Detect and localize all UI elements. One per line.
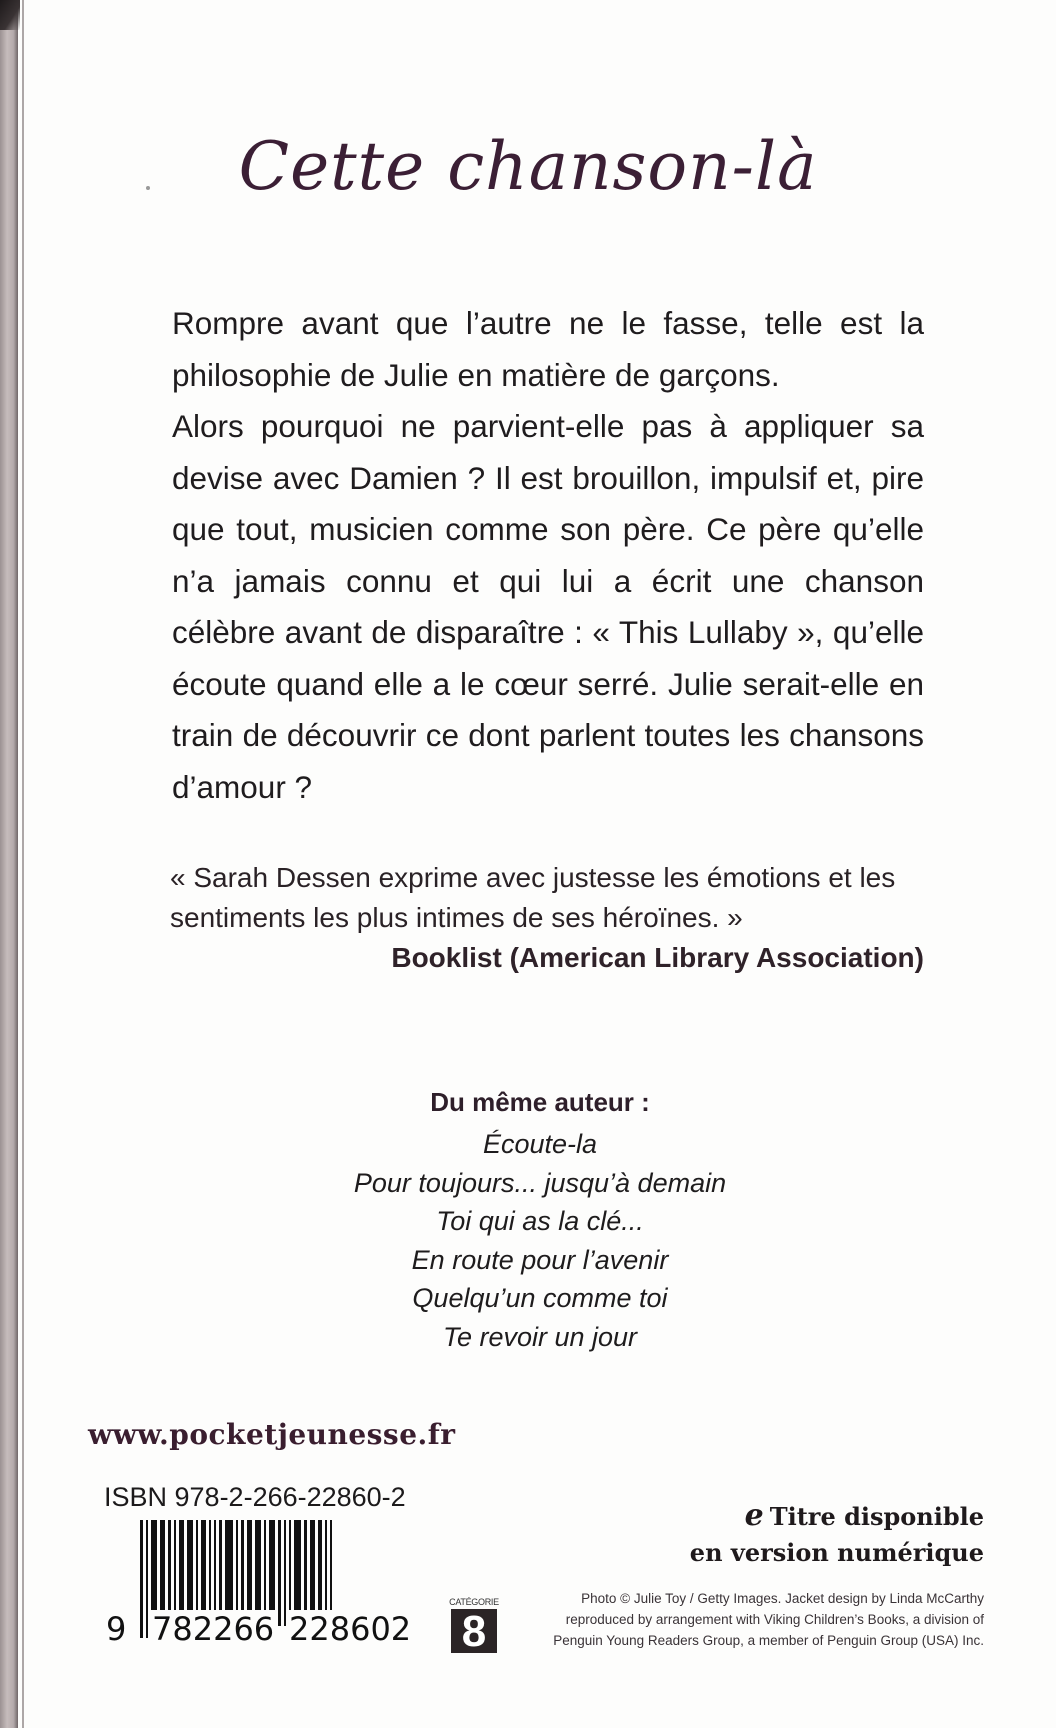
book-spine-edge (0, 0, 18, 1728)
other-title: Toi qui as la clé... (436, 1206, 644, 1236)
digital-line-1: Titre disponible (769, 1502, 984, 1531)
category-badge (448, 1597, 500, 1656)
spine-shadow (0, 0, 20, 30)
publisher-website: www.pocketjeunesse.fr (88, 1418, 456, 1451)
back-cover-blurb (172, 298, 924, 813)
digital-line-2: en version numérique (689, 1538, 984, 1567)
isbn-label: ISBN 978-2-266-22860-2 (104, 1482, 406, 1512)
photo-credits: Photo © Julie Toy / Getty Images. Jacket design by Linda McCarthy reproduced by arrangement with Viking Children’s Books, a division of Penguin Young Readers Group, a member of Penguin Group (USA) Inc. (553, 1591, 984, 1648)
category-number: 8 (451, 1609, 497, 1653)
e-icon: e (744, 1498, 764, 1533)
category-label: CATÉGORIE (449, 1597, 499, 1607)
barcode-right-digits: 228602 (289, 1610, 412, 1648)
other-title: En route pour l’avenir (411, 1244, 669, 1275)
review-quote (170, 858, 924, 978)
other-title: Te revoir un jour (442, 1321, 638, 1352)
same-author-list (0, 1083, 1056, 1356)
barcode-first-digit: 9 (106, 1610, 127, 1648)
other-title: Quelqu’un comme toi (412, 1283, 668, 1313)
same-author-heading: Du même auteur : (430, 1087, 650, 1117)
blurb-paragraph-1: Rompre avant que l’autre ne le fasse, telle est la philosophie de Julie en matière de garçons. (172, 305, 924, 393)
blurb-paragraph-2: Alors pourquoi ne parvient-elle pas à appliquer sa devise avec Damien ? Il est brouillon, impulsif et, pire que tout, musicien comme son père. Ce père qu’elle n’a jamais connu et qui lui a écrit une chanson célèbre avant de disparaître : « This Lullaby », qu’elle écoute quand elle a le cœur serré. Julie serait-elle en train de découvrir ce dont parlent toutes les chansons d’amour ? (172, 408, 924, 805)
digital-availability (690, 1498, 984, 1571)
book-title: Cette chanson-là (238, 128, 818, 205)
spine-fold-line (22, 0, 24, 1728)
review-text: « Sarah Dessen exprime avec justesse les émotions et les sentiments les plus intimes de ses héroïnes. » (170, 862, 896, 933)
other-title: Écoute-la (482, 1129, 598, 1159)
review-source: Booklist (American Library Association) (391, 942, 924, 973)
barcode-left-digits: 782266 (152, 1610, 275, 1648)
other-title: Pour toujours... jusqu’à demain (353, 1167, 727, 1198)
